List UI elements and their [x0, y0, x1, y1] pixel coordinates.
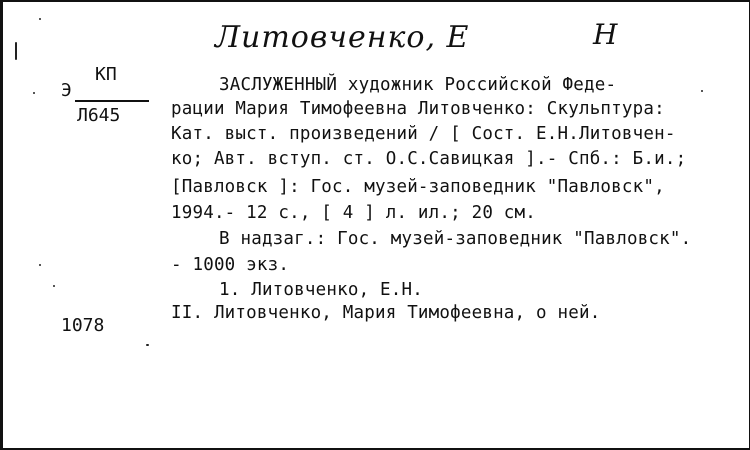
entry-line-8: - 1000 экз. — [171, 255, 290, 275]
scan-speck — [15, 42, 17, 60]
scan-speck — [39, 264, 41, 266]
entry-line-4: ко; Авт. вступ. ст. О.С.Савицкая ].- Спб.: Б.и.; — [171, 149, 687, 169]
entry-line-6: 1994.- 12 с., [ 4 ] л. ил.; 20 см. — [171, 203, 537, 223]
entry-line-2: рации Мария Тимофеевна Литовченко: Скульптура: — [171, 99, 665, 119]
tracing-line-2: II. Литовченко, Мария Тимофеевна, о ней. — [171, 303, 601, 323]
entry-line-3: Кат. выст. произведений / [ Сост. Е.Н.Литовчен- — [171, 124, 676, 144]
call-number-rule — [75, 100, 149, 102]
call-number-prefix: Э — [61, 80, 72, 101]
entry-line-1: ЗАСЛУЖЕННЫЙ художник Российской Феде- — [219, 75, 617, 95]
scan-speck — [146, 344, 149, 346]
scan-speck — [33, 92, 35, 94]
call-number-author-mark: Л645 — [77, 105, 121, 126]
scan-speck — [39, 18, 41, 20]
handwritten-letter: Н — [593, 18, 619, 51]
scan-speck — [53, 285, 55, 287]
scan-speck — [701, 90, 703, 92]
entry-line-5: [Павловск ]: Гос. музей-заповедник "Павловск", — [171, 177, 665, 197]
tracing-line-1: 1. Литовченко, Е.Н. — [219, 280, 423, 300]
handwritten-name: Литовченко, Е — [215, 20, 470, 55]
inventory-number: 1078 — [61, 315, 105, 336]
call-number-collection: КП — [95, 64, 117, 85]
entry-line-7: В надзаг.: Гос. музей-заповедник "Павловск". — [219, 229, 692, 249]
